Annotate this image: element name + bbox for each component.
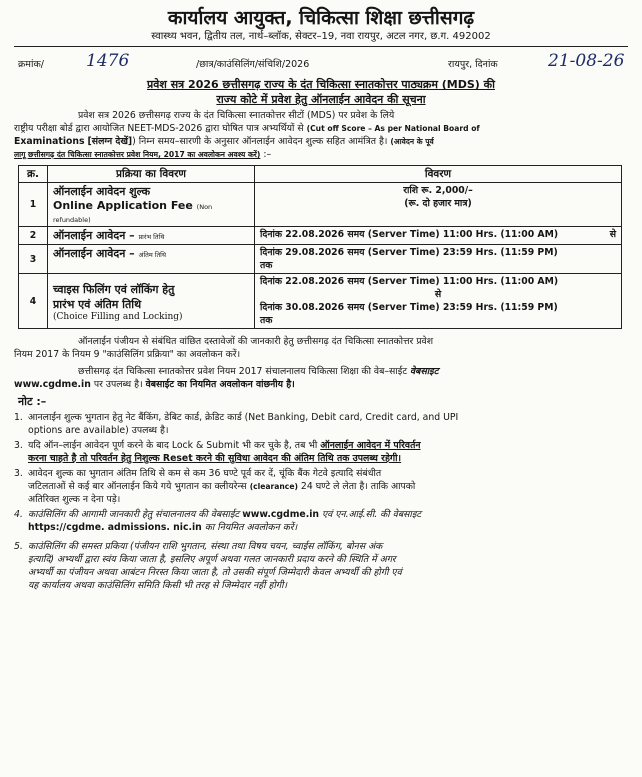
documents-line-2: नियम 2017 के नियम 9 "काउंसिलिंग प्रक्रिया" का अवलोकन करें। xyxy=(14,349,241,360)
nic-admissions-link[interactable]: https://cgdme. admissions. nic.in xyxy=(28,522,202,533)
office-address: स्वास्थ्य भवन, द्वितीय तल, नार्थ–ब्लॉक, सेक्टर–19, नवा रायपुर, अटल नगर, छ.ग. 492002 xyxy=(151,31,491,42)
website-word: वेबसाइट xyxy=(409,366,439,377)
note-text xyxy=(28,467,628,506)
note-line: करना चाहते है तो परिवर्तन हेतु निशुल्क Reset करने की सुविधा आवेदन की अंतिम तिथि तक उपलब्ध रहेगी। xyxy=(28,453,402,464)
notice-page xyxy=(0,6,642,777)
website-line-2-text: पर उपलब्ध है। xyxy=(93,379,143,390)
header-details: विवरण xyxy=(255,166,622,183)
note-text xyxy=(28,508,628,534)
process-qualifier: प्रारंभ तिथि xyxy=(138,233,165,241)
process-name: ऑनलाईन आवेदन – xyxy=(53,247,135,260)
note-line xyxy=(28,480,628,493)
intro-line-2-text: राष्ट्रीय परीक्षा बोर्ड द्वारा आयोजित NEET-MDS-2026 द्वारा घोषित पात्र अभ्यर्थियों से xyxy=(14,123,304,134)
letterhead xyxy=(0,6,642,44)
note-line: options are available) उपलब्ध है। xyxy=(28,425,169,436)
row-sn: 3 xyxy=(19,245,48,274)
letter-date: 21-08-26 xyxy=(548,51,625,71)
cgdme-link[interactable]: www.cgdme.in xyxy=(14,379,91,390)
website-line-2 xyxy=(14,378,628,391)
note-line: यह कार्यालय अथवा काउंसिलिंग समिति किसी भी तरह से जिम्मेदार नहीं होगी। xyxy=(28,580,288,591)
attachment-note: [संलग्न देखें] xyxy=(87,136,133,147)
intro-line-4-tail: :– xyxy=(263,149,272,160)
row-sn: 2 xyxy=(19,227,48,245)
header-sn: क्र. xyxy=(19,166,48,183)
intro-line-3 xyxy=(14,135,628,148)
note-line: आनलाईन शुल्क भुगतान हेतु नेट बैंकिंग, डेबिट कार्ड, क्रेडिट कार्ड (Net Banking, Debit card, Credit card, and UPI xyxy=(28,412,459,423)
process-name-2: प्रारंभ एवं अंतिम तिथि xyxy=(53,298,142,311)
note-line-text: जटिलताओं से कई बार ऑनलाईन किये गये भुगतान का क्लीयरेन्स xyxy=(28,481,247,492)
date-label: रायपुर, दिनांक xyxy=(448,59,498,70)
row-process xyxy=(48,245,255,274)
visit-advice: वेबसाईट का नियमित अवलोकन वांछनीय है। xyxy=(145,379,295,390)
choice-start-suffix: से xyxy=(434,289,442,300)
note-text xyxy=(28,540,628,592)
notes-heading: नोट :– xyxy=(18,395,47,408)
note-line-text: यदि ऑन–लाईन आवेदन पूर्ण करने के बाद Lock & Submit भी कर चुके है, तब भी xyxy=(28,440,318,451)
note-number: 3. xyxy=(14,468,23,479)
row-process xyxy=(48,227,255,245)
schedule-table xyxy=(18,165,622,329)
row-sn: 1 xyxy=(19,183,48,227)
note-line: इत्यादि) अभ्यर्थी द्वारा स्वंय किया जाता है, इसलिए अपूर्ण अथवा गलत जानकारी प्रदाय करने की स्थिति में अगर xyxy=(28,554,396,565)
row-details xyxy=(255,227,622,245)
note-line: काउंसिलिंग की समस्त प्रकिया (पंजीयन राशि भुगतान, संस्था तथा विषय चयन, च्वाईस लॉकिंग, बोनस अंक xyxy=(28,541,383,552)
note-line-text: का नियमित अवलोकन करें। xyxy=(204,522,298,533)
website-paragraph xyxy=(14,365,628,391)
cgdme-link[interactable]: www.cgdme.in xyxy=(242,509,320,520)
intro-line-3-text: ) निम्न समय–सारणी के अनुसार ऑनलाईन आवेदन शुल्क सहित आमंत्रित है। xyxy=(132,136,388,147)
row-details xyxy=(255,245,622,274)
note-item xyxy=(14,540,628,592)
end-suffix: तक xyxy=(260,260,273,271)
note-number: 1. xyxy=(14,412,23,423)
note-number: 3. xyxy=(14,440,23,451)
table-row xyxy=(19,274,622,329)
documents-line-1: ऑनलाईन पंजीयन से संबंधित वांछित दस्तावेजों की जानकारी हेतु छत्तीसगढ़ दंत चिकित्सा स्नातकोत्तर प्रवेश xyxy=(78,336,434,347)
note-line xyxy=(28,521,628,534)
note-line xyxy=(28,439,628,452)
reference-suffix: /छात्र/काउंसिलिंग/संचिशि/2026 xyxy=(196,59,310,70)
row-sn: 4 xyxy=(19,274,48,329)
intro-line-4 xyxy=(14,148,628,161)
note-item xyxy=(14,508,628,534)
intro-line-1: प्रवेश सत्र 2026 छत्तीसगढ़ राज्य के दंत चिकित्सा स्नातकोत्तर सीटों (MDS) पर प्रवेश के लिये xyxy=(78,110,395,121)
note-line-text: काउंसिलिंग की आगामी जानकारी हेतु संचालनालय की वेबसाईट xyxy=(28,509,240,520)
note-line xyxy=(28,508,628,521)
note-line: अतिरिक्त शुल्क न देना पड़े। xyxy=(28,494,121,505)
documents-paragraph xyxy=(14,335,628,361)
website-line-1-text: छत्तीसगढ़ दंत चिकित्सा स्नातकोत्तर प्रवेश नियम 2017 संचालनालय चिकित्सा शिक्षा की वेब–साईट xyxy=(78,366,408,377)
choice-end-suffix: तक xyxy=(260,315,273,326)
intro-paragraph xyxy=(14,109,628,161)
note-line-tail: 24 घण्टे ले लेता है। ताकि आपको xyxy=(300,481,416,492)
website-line-1 xyxy=(14,365,628,378)
note-number: 4. xyxy=(14,509,23,520)
start-datetime: दिनांक 22.08.2026 समय (Server Time) 11:00 Hrs. (11:00 AM) xyxy=(260,229,559,240)
row-process xyxy=(48,183,255,227)
note-item xyxy=(14,467,628,506)
row-details xyxy=(255,274,622,329)
subject xyxy=(20,77,622,107)
advisory-start: (आवेदन के पूर्व xyxy=(390,137,434,146)
row-process xyxy=(48,274,255,329)
fee-amount: राशि रू. 2,000/– xyxy=(403,185,473,196)
note-text xyxy=(28,439,628,465)
process-name-en: (Choice Filling and Locking) xyxy=(53,312,183,322)
table-row xyxy=(19,227,622,245)
start-suffix: से xyxy=(609,229,616,240)
letter-number: 1476 xyxy=(86,51,130,71)
fee-words: (रू. दो हजार मात्र) xyxy=(404,198,472,209)
row-details xyxy=(255,183,622,227)
end-datetime: दिनांक 29.08.2026 समय (Server Time) 23:59 Hrs. (11:59 PM) xyxy=(260,247,558,258)
note-text xyxy=(28,411,628,437)
note-item xyxy=(14,439,628,465)
office-title: कार्यालय आयुक्त, चिकित्सा शिक्षा छत्तीसगढ़ xyxy=(167,7,475,29)
subject-line-2: राज्य कोटे में प्रवेश हेतु ऑनलाईन आवेदन की सूचना xyxy=(216,93,426,106)
header-divider xyxy=(14,46,628,47)
intro-line-2 xyxy=(14,122,628,135)
nbe-label: Examinations xyxy=(14,136,85,147)
note-emphasis: ऑनलाईन आवेदन में परिवर्तन xyxy=(320,440,421,451)
header-process: प्रक्रिया का विवरण xyxy=(48,166,255,183)
cutoff-note: (Cut off Score – As per National Board of xyxy=(306,124,480,133)
advisory-rules: लागू छत्तीसगढ़ दंत चिकित्सा स्नातकोत्तर प्रवेश नियम, 2017 का अवलोकन अवश्य करें) xyxy=(14,150,261,159)
choice-start-datetime: दिनांक 22.08.2026 समय (Server Time) 11:00 Hrs. (11:00 AM) xyxy=(260,276,559,287)
table-row xyxy=(19,183,622,227)
note-line: आवेदन शुल्क का भुगतान अंतिम तिथि से कम से कम 36 घण्टे पूर्व कर दें, चूंकि बैंक गेटवे इत्यादि संबंधीत xyxy=(28,468,382,479)
choice-end-datetime: दिनांक 30.08.2026 समय (Server Time) 23:59 Hrs. (11:59 PM) xyxy=(260,302,558,313)
table-header-row xyxy=(19,166,622,183)
process-en-text: Online Application Fee xyxy=(53,199,193,212)
note-number: 5. xyxy=(14,541,23,552)
note-item xyxy=(14,411,628,437)
reference-line xyxy=(0,51,642,75)
process-name: ऑनलाईन आवेदन शुल्क xyxy=(53,185,151,198)
non-refundable-note: (Non refundable) xyxy=(53,203,213,224)
clearance-term: (clearance) xyxy=(249,482,298,491)
kramank-label: क्रमांक/ xyxy=(18,59,44,70)
process-qualifier: अंतिम तिथि xyxy=(138,251,167,259)
process-name: च्वाइस फिलिंग एवं लॉकिंग हेतु xyxy=(53,283,175,296)
note-line: अभ्यर्थी का पंजीयन अथवा आबंटन निरस्त किया जाता है, तो उसकी संपूर्ण जिम्मेदारी केवल अभ्यर्थी की होगी एवं xyxy=(28,567,402,578)
process-name: ऑनलाईन आवेदन – xyxy=(53,229,135,242)
process-name-en xyxy=(53,199,249,225)
table-row xyxy=(19,245,622,274)
note-line-tail: एवं एन.आई.सी. की वेबसाइट xyxy=(322,509,422,520)
subject-line-1: प्रवेश सत्र 2026 छत्तीसगढ़ राज्य के दंत चिकित्सा स्नातकोत्तर पाठ्यक्रम (MDS) की xyxy=(147,78,495,91)
